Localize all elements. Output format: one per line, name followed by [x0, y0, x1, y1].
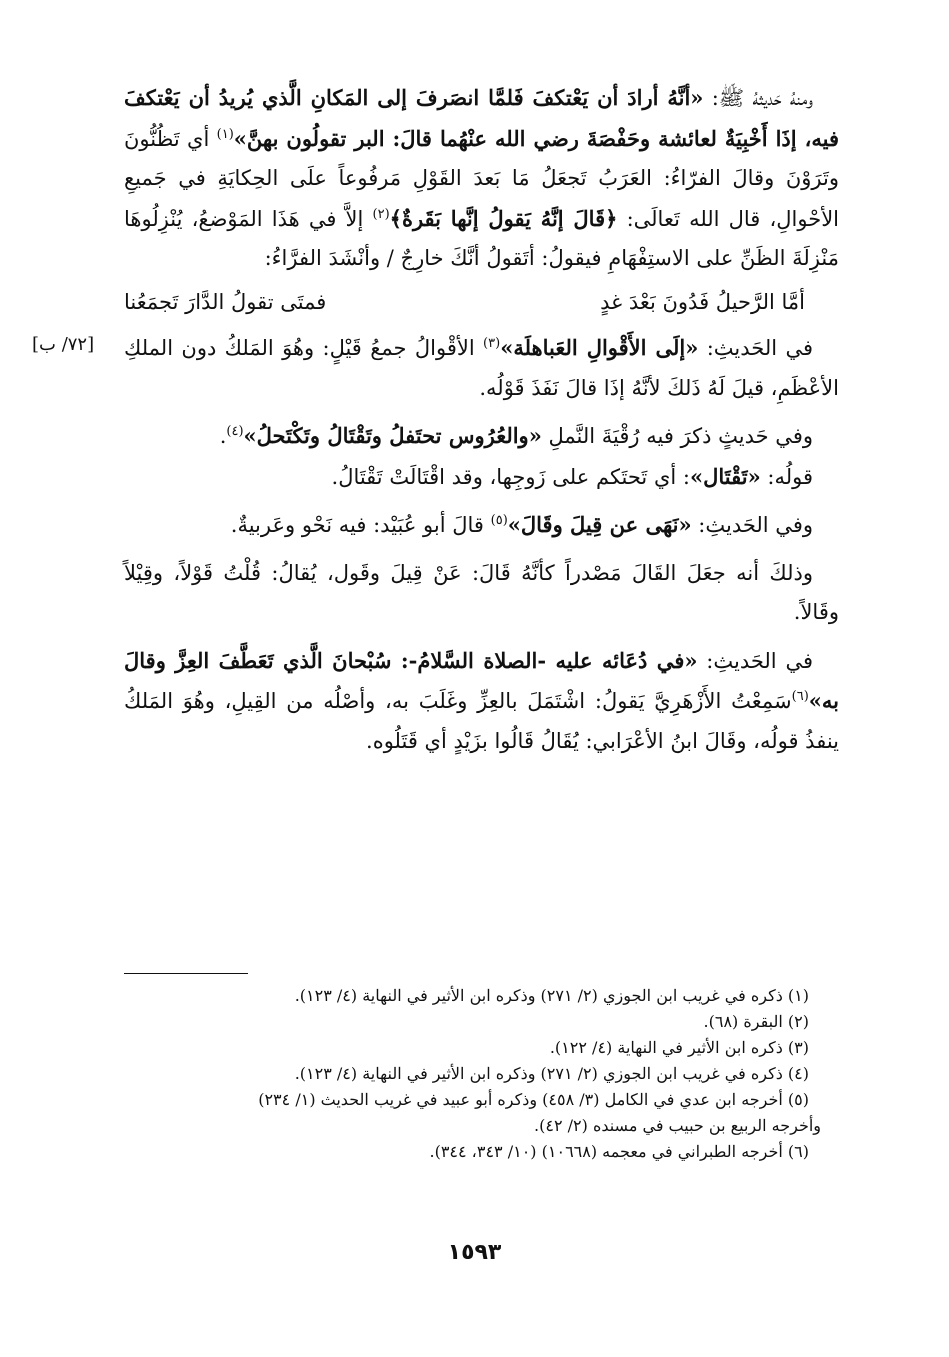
footnote-5: (٥) أخرجه ابن عدي في الكامل (٣/ ٤٥٨) وذكره أبو عبيد في غريب الحديث (١/ ٢٣٤): [258, 1090, 809, 1109]
page-number: ١٥٩٣: [447, 1240, 502, 1265]
footnote-ref[interactable]: (٥): [490, 513, 508, 528]
paragraph-2: [124, 328, 839, 408]
footnote-ref[interactable]: (١): [216, 126, 234, 142]
text-run: الأقْوالُ جمعُ قَيْلٍ: وهُوَ المَلكُ دون الملكِ الأعْظَمِ، قيلَ لَهُ ذَلكَ لأنَّهُ إذَا قالَ نَفَذَ قَوْلُه.: [124, 336, 839, 400]
paragraph-5: [124, 505, 839, 546]
text-run: .: [219, 424, 227, 448]
footnote-ref[interactable]: (٢): [372, 206, 390, 222]
poetry-verse: [124, 283, 839, 323]
text-run: ومنهُ حَديثهُ ﷺ:: [703, 86, 814, 110]
quran-quote: ﴿قَالَ إنَّهُ يَقولُ إنَّها بَقَرةٌ﴾: [389, 205, 618, 231]
footnote-ref[interactable]: (٤): [226, 424, 244, 439]
text-run: وفي حَديثٍ ذكرَ فيه رُقْيَةَ النَّملِ: [541, 424, 813, 448]
footnote-1: (١) ذكره في غريب ابن الجوزي (٢/ ٢٧١) وذكره ابن الأثير في النهاية (٤/ ١٢٣).: [294, 986, 809, 1005]
hadith-quote: «إلَى الأَقْوالِ العَباهلَة»: [500, 335, 699, 360]
text-run: في الحَديثِ:: [697, 648, 813, 673]
footnote-2: (٢) البقرة (٦٨).: [703, 1012, 809, 1031]
footnote-separator: [124, 973, 248, 974]
hadith-quote: «والعُرُوس تحتَفلُ وتَقْتَالُ وتَكْتَحلُ»: [243, 423, 542, 448]
footnotes: [118, 983, 821, 1165]
text-run: في الحَديثِ:: [698, 336, 813, 360]
paragraph-6: [124, 554, 839, 633]
text-run: أي تَظُنُّونَ وتَرَوْنَ وقالَ الفرّاءُ: العَرَبُ تَجعَلُ مَا بَعدَ القَوْلِ مَرفُوعاً علَى الحِكايَةِ في جَميعِ الأحْوالِ، قال الله تَعالَى:: [124, 126, 840, 231]
main-text: [124, 78, 839, 761]
text-run: إلاَّ في هَذَا المَوْضعُ، يُنْزِلُوهَا مَنْزِلَةَ الظَنِّ على الاستِفْهَامِ فيقولُ: أتَقولُ أنَّكَ خارِجٌ / وأنْشَدَ الفرَّاءُ:: [124, 206, 839, 270]
paragraph-7: [124, 641, 839, 762]
paragraph-1: [124, 78, 839, 279]
footnote-4: (٤) ذكره في غريب ابن الجوزي (٢/ ٢٧١) وذكره ابن الأثير في النهاية (٤/ ١٢٣).: [294, 1064, 809, 1083]
footnote-5-continuation: وأخرجه الربيع بن حبيب في مسنده (٢/ ٤٢).: [534, 1116, 821, 1135]
paragraph-3: [124, 416, 839, 457]
footnote-ref[interactable]: (٦): [791, 689, 809, 704]
text-run: وفي الحَديثِ:: [691, 513, 813, 537]
hadith-quote: «أنَّهُ أرادَ أن يَعْتكفَ فَلمَّا انصَرفَ إلى المَكانِ الَّذي يُريدُ أن يَعْتكفَ فيه، إذَا أَخْبِيَةٌ لعائشة وحَفْصَةَ رضي الله عنْهُما قالَ: البر تقولُون بهنَّ»: [124, 85, 839, 151]
verse-first-hemistich: أمَّا الرَّحيلُ فَدُونَ بَعْدَ غدٍ: [600, 289, 805, 314]
verse-second-hemistich: فمتَى تقولُ الدَّارَ تَجمَعُنا: [124, 289, 327, 314]
text-run: قولُه:: [760, 464, 813, 489]
footnote-ref[interactable]: (٣): [483, 336, 501, 351]
text-run: قالَ أبو عُبَيْد: فيه نَحْو وعَربيةٌ.: [230, 513, 491, 537]
text-run: وذلكَ أنه جعَلَ القَالَ مَصْدراً كأنَّهُ قَالَ: عَنْ قِيلَ وقَول، يُقالُ: قُلْتُ قَوْلاً، وقِيْلاً وقَالاً.: [124, 560, 839, 624]
text-run: : أي تَحتَكم على زَوجِها، وقد اقْتَالَتْ تَقْتَالُ.: [331, 464, 690, 489]
folio-marker: [٧٢/ ب]: [32, 334, 95, 355]
text-run: سَمِعْتُ الأَزْهَرِيَّ يَقولُ: اشْتَمَلَ بالعِزِّ وغَلَبَ به، وأصْلُه من القِيلِ، وهُوَ المَلكُ ينفذُ قولُه، وقَالَ ابنُ الأعْرَابي: يُقَالُ قَالُوا بزَيْدٍ أي قَتَلُوه.: [124, 689, 839, 753]
hadith-quote: «تَقْتَال»: [689, 463, 761, 489]
paragraph-4: [124, 457, 839, 498]
footnote-6: (٦) أخرجه الطبراني في معجمه (١٠٦٦٨) (١٠/ ٣٤٣، ٣٤٤).: [429, 1142, 809, 1161]
hadith-quote: «نَهَى عن قِيلَ وقَالَ»: [507, 512, 692, 537]
hadith-quote: «في دُعَائه عليه -الصلاة السَّلامُ-: سُبْحانَ الَّذي تَعَطَّفَ العِزَّ وقالَ به»: [124, 647, 839, 713]
footnote-3: (٣) ذكره ابن الأثير في النهاية (٤/ ١٢٢).: [549, 1038, 809, 1057]
